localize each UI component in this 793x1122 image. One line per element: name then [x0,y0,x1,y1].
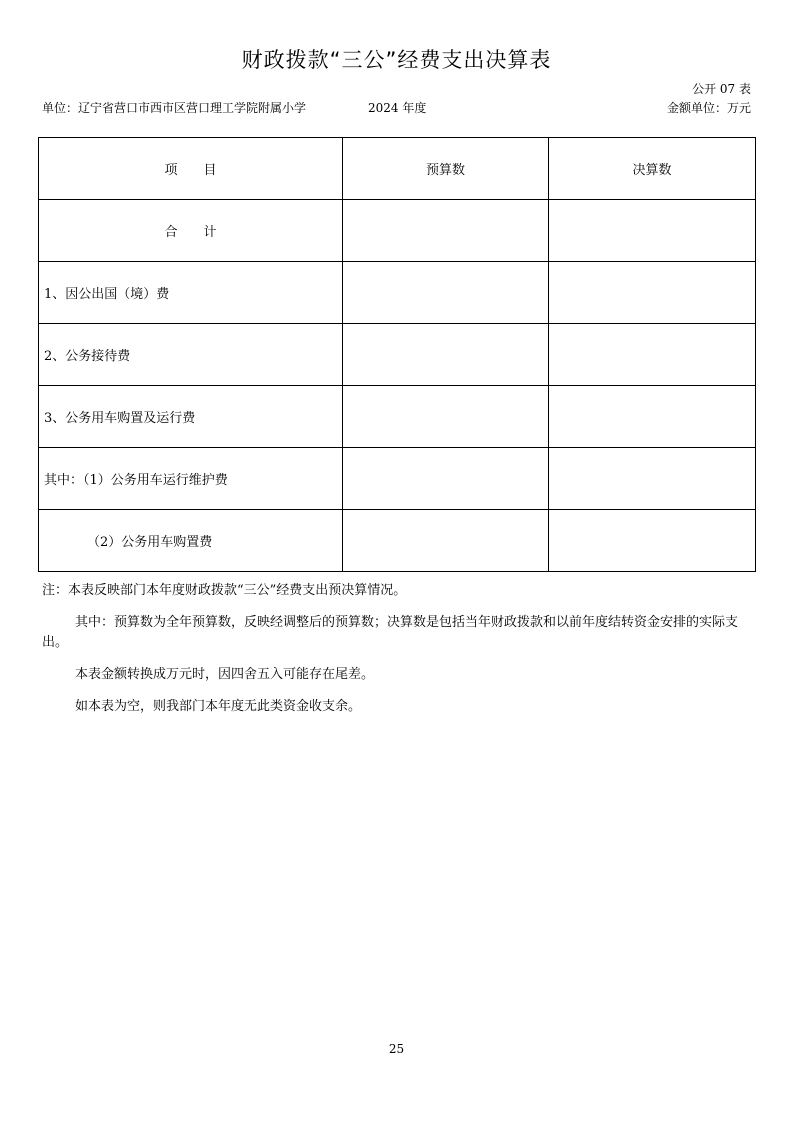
cell-budget [343,448,549,510]
header-final: 决算数 [549,138,756,200]
money-unit: 金额单位：万元 [666,101,751,115]
table-header-row [39,138,756,200]
cell-final [549,200,756,262]
cell-final [549,448,756,510]
cell-final [549,386,756,448]
page-number: 25 [388,1042,405,1056]
row-label: 3、公务用车购置及运行费 [39,386,343,448]
cell-budget [343,510,549,572]
table-row [39,510,756,572]
note-line: 注：本表反映部门本年度财政拨款“三公”经费支出预决算情况。 [42,583,407,598]
table-row [39,324,756,386]
table-row [39,448,756,510]
cell-budget [343,262,549,324]
note-line: 如本表为空，则我部门本年度无此类资金收支余。 [75,699,362,714]
row-label: （2）公务用车购置费 [39,510,343,572]
row-label: 2、公务接待费 [39,324,343,386]
notes-section [42,581,754,729]
header-budget: 预算数 [343,138,549,200]
note-line: 本表金额转换成万元时，因四舍五入可能存在尾差。 [75,667,375,682]
page-title: 财政拨款“三公”经费支出决算表 [241,48,552,72]
form-code: 公开 07 表 [692,82,751,96]
note-line: 其中：预算数为全年预算数，反映经调整后的预算数；决算数是包括当年财政拨款和以前年度结转资金安排的实际支出。 [42,615,739,650]
cell-budget [343,200,549,262]
reporting-unit: 单位：辽宁省营口市西市区营口理工学院附属小学 [42,101,307,115]
header-item: 项 目 [39,138,343,200]
report-year: 2024 年度 [368,101,427,115]
cell-final [549,262,756,324]
row-label: 其中：（1）公务用车运行维护费 [39,448,343,510]
table-row [39,262,756,324]
expenditure-table [38,137,756,572]
table-row [39,200,756,262]
cell-final [549,324,756,386]
cell-budget [343,386,549,448]
cell-budget [343,324,549,386]
row-label: 1、因公出国（境）费 [39,262,343,324]
table-row [39,386,756,448]
row-label-total: 合 计 [39,200,343,262]
cell-final [549,510,756,572]
